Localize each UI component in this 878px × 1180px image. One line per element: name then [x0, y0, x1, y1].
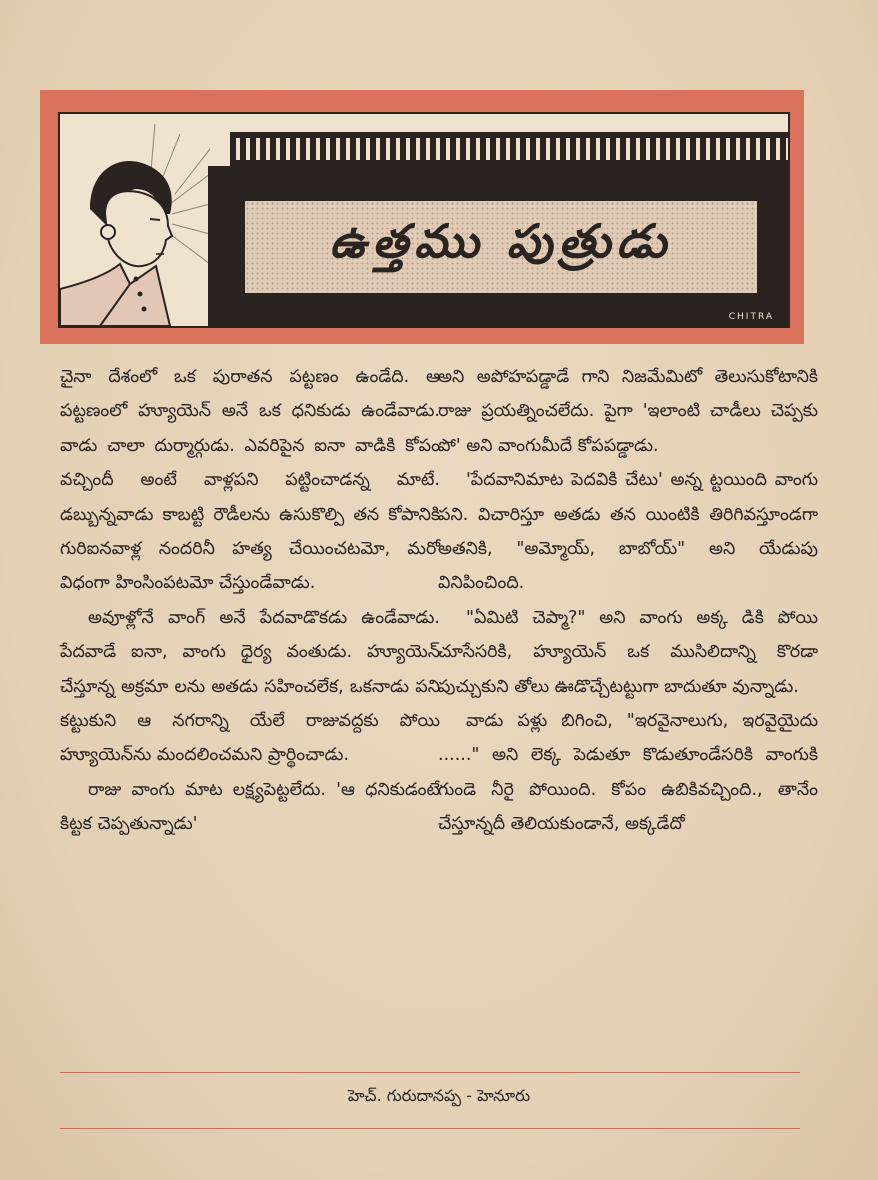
title-banner [40, 90, 804, 344]
banner-frame [58, 112, 790, 328]
author-credit: హెచ్. గురుదానప్ప - హెనూరు [347, 1086, 531, 1105]
divider-bottom [60, 1128, 800, 1129]
divider-top [60, 1072, 800, 1073]
paragraph: 'పేదవానిమాట పెదవికి చేటు' అన్న ట్టయింది వాంగు పని. విచారిస్తూ అతడు తన యింటికి తిరిగివస్తూండగా అతనికి, "అమ్మోయ్, బాబోయ్" అని యేడుపు వినిపించింది. [438, 470, 818, 594]
paragraph: అని అపోహపడ్డాడే గాని నిజమేమిటో తెలుసుకోటానికి రాజు ప్రయత్నించలేదు. పైగా 'ఇలాంటి చాడీలు చెప్పకు పో' అని వాంగుమీదే కోపపడ్డాడు. [438, 367, 818, 456]
artist-signature: CHITRA [728, 312, 774, 322]
title-box [242, 198, 760, 296]
left-column [60, 360, 440, 842]
boy-portrait-illustration [60, 114, 210, 326]
paragraph: అవూళ్లోనే వాంగ్ అనే పేదవాడొకడు ఉండేవాడు. పేదవాడే ఐనా, వాంగు ధైర్య వంతుడు. హ్యూయెన్ చేస్తూన్న అక్రమా లను అతడు సహించలేక, ఒకనాడు పని కట్టుకుని ఆ నగరాన్ని యేలే రాజువద్దకు పోయి హ్యూయెన్‌ను మందలించమని ప్రార్థించాడు. [60, 607, 440, 766]
paragraph: "ఏమిటి చెప్మా?" అని వాంగు అక్క డికి పోయి చూసేసరికి, హ్యూయెన్ ఒక ముసిలిదాన్ని కొరడా పుచ్చుకుని తోలు ఊడొచ్చేటట్టుగా బాదుతూ వున్నాడు. [438, 607, 818, 697]
paragraph: చైనా దేశంలో ఒక పురాతన పట్టణం ఉండేది. ఆ పట్టణంలో హ్యూయెన్ అనే ఒక ధనికుడు ఉండేవాడు. వాడు చాలా దుర్మార్గుడు. ఎవరిపైన ఐనా వాడికి కోపం వచ్చిందీ అంటే వాళ్లపని పట్టించాడన్న మాటే. డబ్బున్నవాడు కాబట్టి రౌడీలను ఉసుకొల్పి తన కోపానికి గురిఐనవాళ్ల నందరినీ హత్య చేయించటమో, మరో విధంగా హింసింపటమో చేస్తుండేవాడు. [60, 367, 440, 594]
paragraph: రాజు వాంగు మాట లక్ష్యపెట్టలేదు. 'ఆ ధనికుడంటే కిట్టక చెప్పతున్నాడు' [60, 779, 440, 835]
paragraph: వాడు పళ్లు బిగించి, "ఇరవైనాలుగు, ఇరవైయైదు ......" అని లెక్క పెడుతూ కొడుతూండేసరికి వాంగుకి గుండె నీరై పోయింది. కోపం ఉబికివచ్చింది., తానేం చేస్తూన్నదీ తెలియకుండానే, అక్కడేదో [438, 711, 818, 835]
right-column [438, 360, 818, 842]
decorative-stripes [230, 132, 788, 166]
story-title: ఉత్తము పుత్రుడు [329, 214, 673, 268]
